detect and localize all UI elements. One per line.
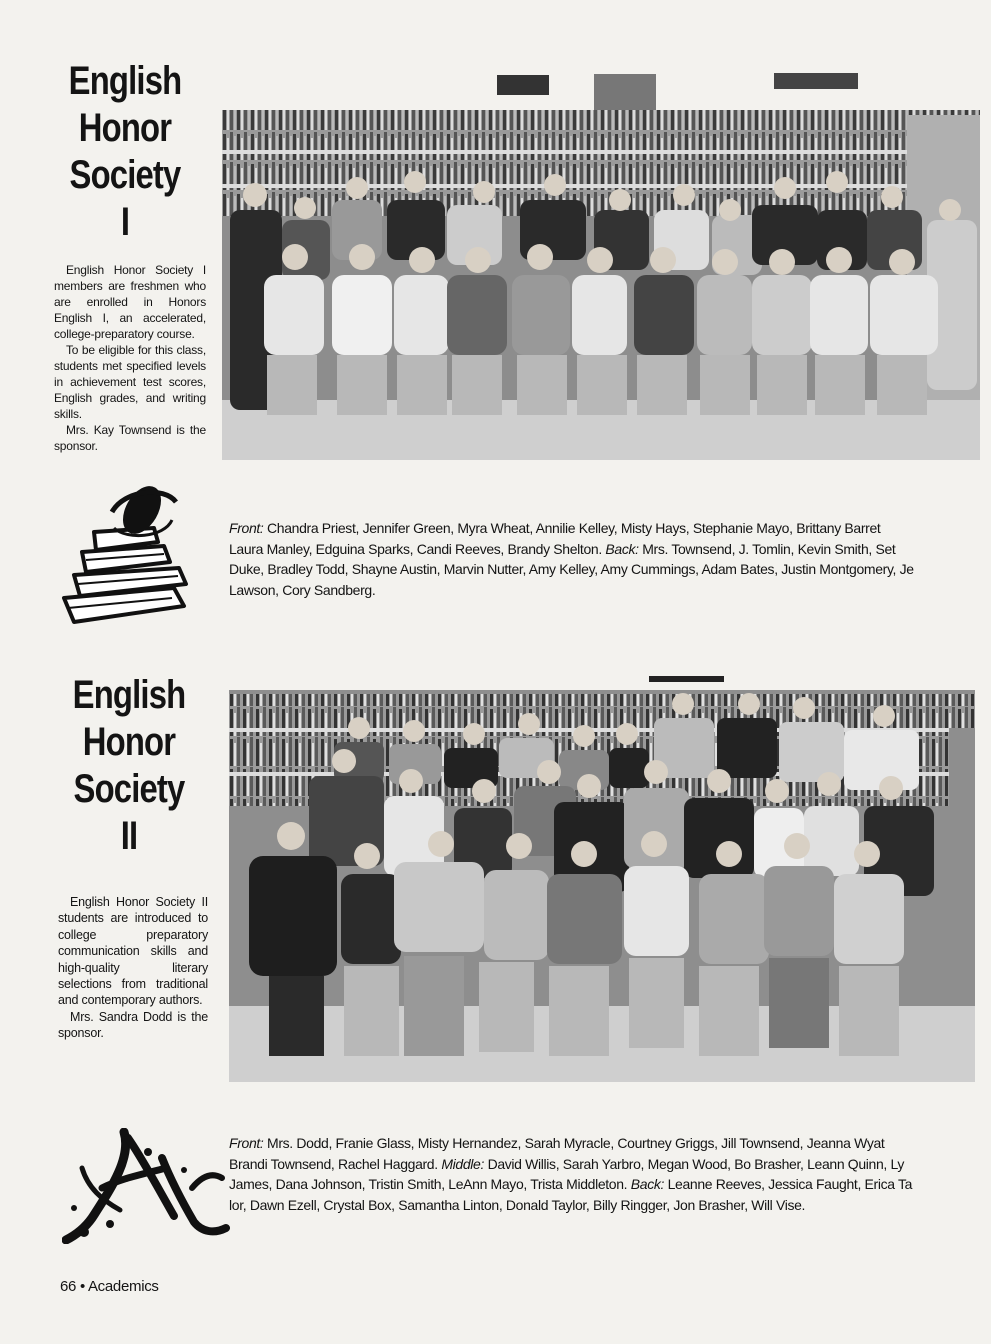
- page-number: 66: [60, 1278, 77, 1295]
- library-group-photo-2: [229, 676, 975, 1082]
- caption-line: [229, 1133, 989, 1154]
- caption-label-front: Front:: [229, 520, 264, 536]
- caption-label-middle: Middle:: [441, 1155, 485, 1172]
- section2-blurb-paragraph: Mrs. Sandra Dodd is the sponsor.: [58, 1009, 208, 1041]
- caption-label-back: Back:: [630, 1176, 665, 1192]
- caption-names: Chandra Priest, Jennifer Green, Myra Wheat, Annilie Kelley, Misty Hays, Stephanie Mayo, Brittany Barret: [267, 520, 881, 536]
- caption-label-back: Back:: [605, 540, 639, 557]
- scribbled-handwriting-icon: [62, 1128, 230, 1244]
- caption-names: Laura Manley, Edguina Sparks, Candi Reeves, Brandy Shelton.: [229, 540, 606, 557]
- footer-bullet: •: [79, 1278, 85, 1295]
- section1-blurb: [54, 262, 206, 454]
- section2-title-line: II: [120, 814, 138, 858]
- page-footer: [60, 1278, 159, 1295]
- section1-blurb-paragraph: English Honor Society I members are freshmen who are enrolled in Honors English I, an accelerated, college-preparatory course.: [54, 263, 206, 341]
- caption-line: Lawson, Cory Sandberg.: [229, 581, 376, 598]
- caption-label-front: Front:: [229, 1135, 264, 1151]
- footer-section-name: Academics: [87, 1278, 159, 1295]
- section1-title-line: I: [120, 200, 130, 244]
- caption-line: [229, 518, 989, 539]
- section1-title-line: Society: [69, 153, 181, 197]
- caption-names: Mrs. Dodd, Franie Glass, Misty Hernandez, Sarah Myracle, Courtney Griggs, Jill Townsend, Jeanna Wyat: [267, 1135, 885, 1151]
- library-group-photo-1: [222, 70, 980, 460]
- caption-line: [229, 539, 989, 560]
- section2-title-line: Honor: [82, 720, 176, 764]
- stack-of-books-with-football-icon: [54, 480, 224, 632]
- section2-blurb: [58, 894, 208, 1042]
- section2-blurb-paragraph: English Honor Society II students are introduced to college preparatory communication skills and high-quality literary selections from traditional and contemporary authors.: [58, 895, 208, 1008]
- section2-title: [59, 672, 198, 860]
- section2-group-photo: [229, 676, 975, 1082]
- section1-blurb-paragraph: To be eligible for this class, students met specified levels in achievement test scores, English grades, and writing skills.: [54, 343, 206, 421]
- section2-title-line: English: [72, 673, 186, 717]
- section2-caption: [229, 1133, 989, 1215]
- caption-line: lor, Dawn Ezell, Crystal Box, Samantha Linton, Donald Taylor, Billy Ringger, Jon Brasher, Will Vise.: [229, 1196, 806, 1213]
- caption-names: Mrs. Townsend, J. Tomlin, Kevin Smith, Set: [642, 540, 896, 557]
- caption-line: Duke, Bradley Todd, Shayne Austin, Marvin Nutter, Amy Kelley, Amy Cummings, Adam Bates, Justin Montgomery, Je: [229, 561, 914, 577]
- caption-names: Leanne Reeves, Jessica Faught, Erica Ta: [667, 1176, 913, 1192]
- section1-blurb-paragraph: Mrs. Kay Townsend is the sponsor.: [54, 423, 206, 453]
- section1-caption: [229, 518, 989, 600]
- caption-line: [229, 1174, 989, 1195]
- caption-names: David Willis, Sarah Yarbro, Megan Wood, Bo Brasher, Leann Quinn, Ly: [487, 1155, 905, 1172]
- section1-title-line: English: [68, 59, 182, 103]
- section1-title: [55, 58, 194, 246]
- section2-title-line: Society: [73, 767, 185, 811]
- section1-group-photo: [222, 70, 980, 460]
- caption-names: James, Dana Johnson, Tristin Smith, LeAnn Mayo, Trista Middleton.: [229, 1176, 631, 1192]
- caption-names: Brandi Townsend, Rachel Haggard.: [229, 1155, 442, 1172]
- caption-line: [229, 1154, 989, 1175]
- section1-title-line: Honor: [78, 106, 172, 150]
